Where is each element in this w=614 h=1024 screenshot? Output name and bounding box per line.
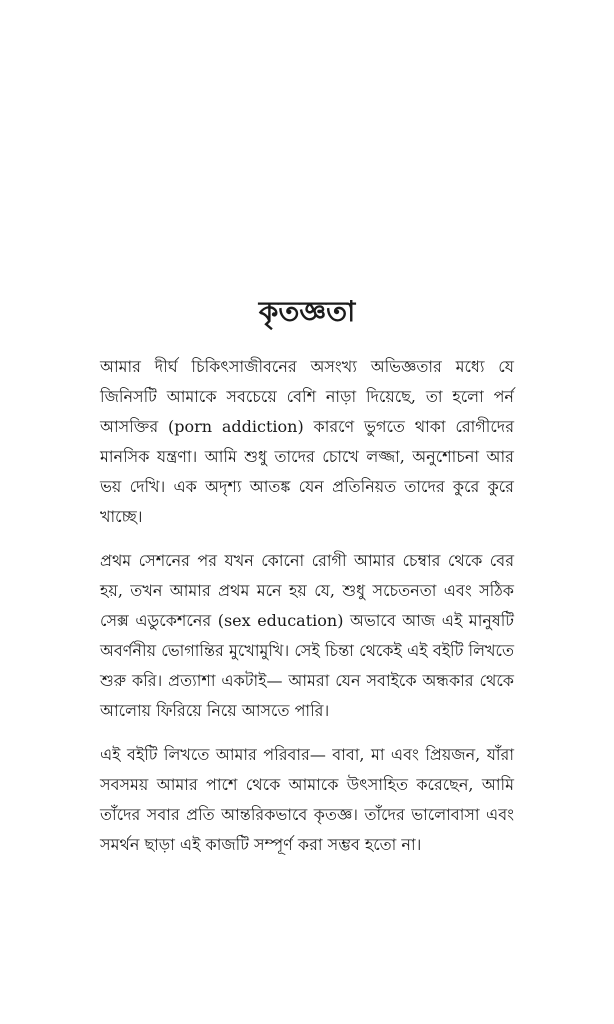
paragraph-1: আমার দীর্ঘ চিকিৎসাজীবনের অসংখ্য অভিজ্ঞতার মধ্যে যে জিনিসটি আমাকে সবচেয়ে বেশি নাড়া দিয়েছে, তা হলো পর্ন আসক্তির (porn addiction) কারণে ভুগতে থাকা রোগীদের মানসিক যন্ত্রণা। আমি শুধু তাদের চোখে লজ্জা, অনুশোচনা আর ভয় দেখি। এক অদৃশ্য আতঙ্ক যেন প্রতিনিয়ত তাদের কুরে কুরে খাচ্ছে। [100,357,514,526]
paragraph-2: প্রথম সেশনের পর যখন কোনো রোগী আমার চেম্বার থেকে বের হয়, তখন আমার প্রথম মনে হয় যে, শুধু সচেতনতা এবং সঠিক সেক্স এডুকেশনের (sex education) অভাবে আজ এই মানুষটি অবর্ণনীয় ভোগান্তির মুখোমুখি। সেই চিন্তা থেকেই এই বইটি লিখতে শুরু করি। প্রত্যাশা একটাই— আমরা যেন সবাইকে অন্ধকার থেকে আলোয় ফিরিয়ে নিয়ে আসতে পারি। [100,551,514,720]
body-text [100,352,514,874]
paragraph-3: এই বইটি লিখতে আমার পরিবার— বাবা, মা এবং প্রিয়জন, যাঁরা সবসময় আমার পাশে থেকে আমাকে উৎসাহিত করেছেন, আমি তাঁদের সবার প্রতি আন্তরিকভাবে কৃতজ্ঞ। তাঁদের ভালোবাসা এবং সমর্থন ছাড়া এই কাজটি সম্পূর্ণ করা সম্ভব হতো না। [100,745,514,854]
page-title: কৃতজ্ঞতা [258,295,356,328]
